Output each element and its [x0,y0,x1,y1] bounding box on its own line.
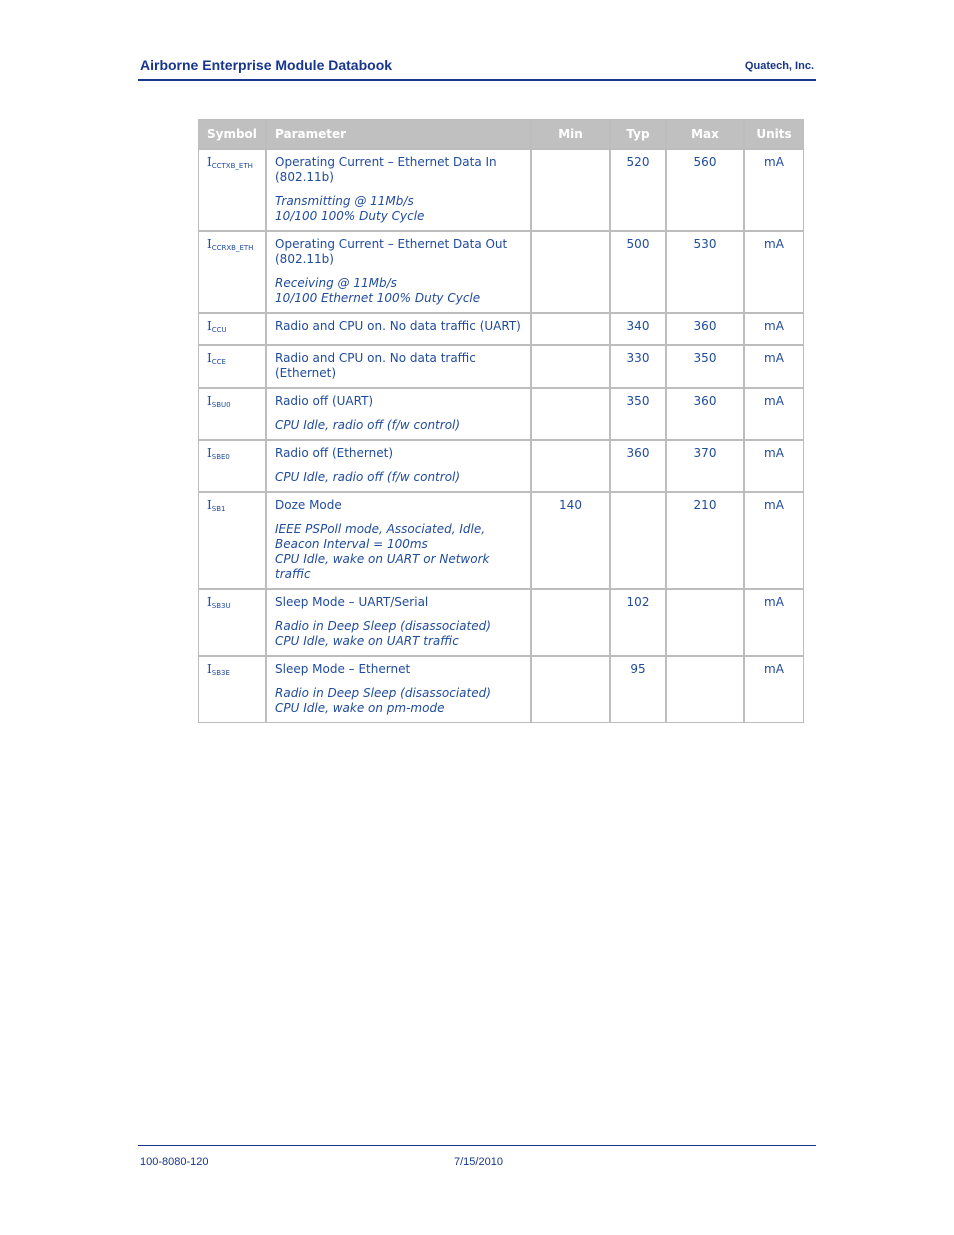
table-row [198,492,804,589]
header-divider [138,79,816,81]
symbol-base: I [207,319,212,333]
units-cell: mA [744,345,804,388]
document-date: 7/15/2010 [454,1156,503,1168]
symbol-base: I [207,498,212,512]
parameter-condition-note: CPU Idle, radio off (f/w control) [275,418,461,432]
min-cell [531,388,610,440]
column-header-parameter: Parameter [266,119,531,149]
parameter-condition-note: Receiving @ 11Mb/s 10/100 Ethernet 100% Duty Cycle [275,276,481,305]
parameter-condition-note: Transmitting @ 11Mb/s 10/100 100% Duty Cycle [275,194,425,223]
units-cell: mA [744,149,804,231]
symbol-cell [198,656,266,723]
units-cell: mA [744,492,804,589]
parameter-condition-note: IEEE PSPoll mode, Associated, Idle, Beacon Interval = 100ms CPU Idle, wake on UART or Network traffic [275,522,490,581]
parameter-text: Sleep Mode – Ethernet [275,662,411,676]
symbol-cell [198,313,266,345]
symbol-subscript: SB3E [211,669,230,677]
max-cell: 370 [666,440,744,492]
max-cell [666,589,744,656]
parameter-condition-note: CPU Idle, radio off (f/w control) [275,470,461,484]
table-row [198,589,804,656]
symbol-base: I [207,394,212,408]
parameter-cell [266,313,531,345]
table-row [198,149,804,231]
typ-cell: 95 [610,656,666,723]
max-cell: 210 [666,492,744,589]
column-header-symbol: Symbol [198,119,266,149]
max-cell [666,656,744,723]
typ-cell: 102 [610,589,666,656]
parameter-cell [266,388,531,440]
parameter-cell [266,492,531,589]
table-body [198,149,804,723]
table-row [198,440,804,492]
parameter-text: Radio off (Ethernet) [275,446,394,460]
parameter-text: Radio and CPU on. No data traffic (UART) [275,319,521,333]
table-row [198,345,804,388]
symbol-base: I [207,155,212,169]
current-consumption-table [198,119,804,723]
document-title: Airborne Enterprise Module Databook [140,57,393,73]
typ-cell [610,492,666,589]
symbol-base: I [207,237,212,251]
table-row [198,313,804,345]
symbol-cell [198,388,266,440]
table-row [198,388,804,440]
footer-divider [138,1145,816,1146]
max-cell: 560 [666,149,744,231]
symbol-cell [198,492,266,589]
symbol-subscript: SB3U [211,602,231,610]
table-header-row [198,119,804,149]
symbol-subscript: SBE0 [211,453,230,461]
units-cell: mA [744,313,804,345]
symbol-base: I [207,595,212,609]
min-cell [531,149,610,231]
column-header-units: Units [744,119,804,149]
parameter-cell [266,149,531,231]
max-cell: 350 [666,345,744,388]
table-row [198,231,804,313]
symbol-cell [198,440,266,492]
symbol-subscript: SBU0 [211,401,231,409]
symbol-cell [198,231,266,313]
typ-cell: 350 [610,388,666,440]
parameter-text: Operating Current – Ethernet Data Out (802.11b) [275,237,508,266]
document-number: 100-8080-120 [140,1156,209,1168]
table-row [198,656,804,723]
symbol-base: I [207,662,212,676]
units-cell: mA [744,231,804,313]
symbol-subscript: SB1 [211,505,226,513]
units-cell: mA [744,589,804,656]
column-header-max: Max [666,119,744,149]
parameter-cell [266,345,531,388]
parameter-condition-note: Radio in Deep Sleep (disassociated) CPU Idle, wake on UART traffic [275,619,491,648]
symbol-cell [198,589,266,656]
symbol-subscript: CCRXB_ETH [211,244,254,252]
parameter-text: Radio and CPU on. No data traffic (Ethernet) [275,351,476,380]
units-cell: mA [744,388,804,440]
symbol-base: I [207,446,212,460]
min-cell: 140 [531,492,610,589]
max-cell: 360 [666,313,744,345]
company-name: Quatech, Inc. [744,60,814,72]
min-cell [531,313,610,345]
parameter-text: Doze Mode [275,498,342,512]
min-cell [531,231,610,313]
min-cell [531,440,610,492]
symbol-cell [198,345,266,388]
min-cell [531,345,610,388]
parameter-cell [266,231,531,313]
max-cell: 530 [666,231,744,313]
parameter-condition-note: Radio in Deep Sleep (disassociated) CPU Idle, wake on pm-mode [275,686,491,715]
symbol-subscript: CCTXB_ETH [211,162,253,170]
symbol-subscript: CCU [211,326,227,334]
units-cell: mA [744,656,804,723]
units-cell: mA [744,440,804,492]
parameter-cell [266,589,531,656]
max-cell: 360 [666,388,744,440]
typ-cell: 330 [610,345,666,388]
parameter-cell [266,656,531,723]
column-header-min: Min [531,119,610,149]
parameter-cell [266,440,531,492]
symbol-base: I [207,351,212,365]
min-cell [531,589,610,656]
typ-cell: 500 [610,231,666,313]
parameter-text: Radio off (UART) [275,394,374,408]
typ-cell: 520 [610,149,666,231]
column-header-typ: Typ [610,119,666,149]
min-cell [531,656,610,723]
parameter-text: Sleep Mode – UART/Serial [275,595,429,609]
symbol-subscript: CCE [211,358,226,366]
symbol-cell [198,149,266,231]
typ-cell: 360 [610,440,666,492]
typ-cell: 340 [610,313,666,345]
parameter-text: Operating Current – Ethernet Data In (802.11b) [275,155,497,184]
